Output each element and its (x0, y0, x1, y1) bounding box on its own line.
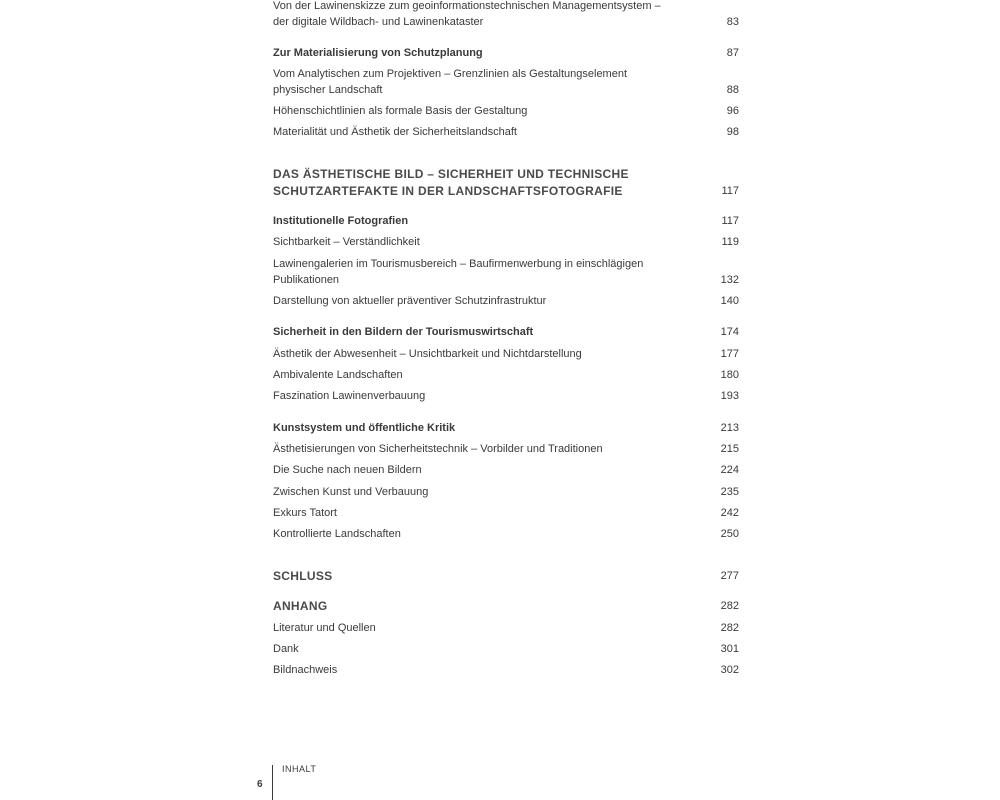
toc-chapter-heading (273, 166, 739, 200)
toc-entry-page: 235 (720, 486, 739, 498)
footer-divider (272, 765, 273, 800)
footer-page-number: 6 (257, 779, 263, 790)
toc-entry-title: Kunstsystem und öffentliche Kritik (273, 422, 456, 434)
toc-entry-page: 140 (720, 295, 739, 307)
footer-section-label: INHALT (282, 764, 317, 774)
toc-entry-title: Literatur und Quellen (273, 622, 376, 634)
toc-entry-title: Materialität und Ästhetik der Sicherheitslandschaft (273, 126, 517, 138)
toc-entry (273, 505, 739, 521)
toc-entry-title: Die Suche nach neuen Bildern (273, 464, 422, 476)
toc-entry-page: 117 (721, 215, 739, 227)
toc-chapter-heading (273, 598, 739, 615)
toc-entry-page: 242 (720, 507, 739, 519)
toc-entry (273, 0, 739, 30)
toc-entry-title: Dank (273, 643, 299, 655)
toc-entry (273, 484, 739, 500)
toc-entry-title: ANHANG (273, 599, 328, 613)
toc-entry-title: Von der Lawinenskizze zum geoinformationstechnischen Managementsystem – der digitale Wildbach- und Lawinenkataster (273, 0, 661, 28)
toc-entry (273, 462, 739, 478)
toc-section-heading (273, 420, 739, 436)
toc-entry (273, 526, 739, 542)
toc-entry-title: Institutionelle Fotografien (273, 215, 409, 227)
toc-entry (273, 234, 739, 250)
toc-entry-page: 250 (720, 528, 739, 540)
toc-entry (273, 293, 739, 309)
toc-entry-title: Lawinengalerien im Tourismusbereich – Baufirmenwerbung in einschlägigen Publikationen (273, 258, 644, 286)
toc-entry (273, 441, 739, 457)
toc-entry-page: 302 (720, 664, 739, 676)
toc-entry-page: 83 (726, 16, 739, 28)
toc-entry-page: 88 (726, 84, 739, 96)
toc-entry-title: Ästhetik der Abwesenheit – Unsichtbarkeit und Nichtdarstellung (273, 348, 582, 360)
toc-entry (273, 66, 739, 98)
toc-entry (273, 124, 739, 140)
toc-entry-title: Ästhetisierungen von Sicherheitstechnik – Vorbilder und Traditionen (273, 443, 603, 455)
toc-entry-page: 87 (726, 47, 739, 59)
toc-entry-title: Ambivalente Landschaften (273, 369, 403, 381)
toc-section-heading (273, 45, 739, 61)
toc-entry (273, 620, 739, 636)
toc-entry (273, 388, 739, 404)
toc-entry-page: 174 (720, 326, 739, 338)
toc-entry-page: 213 (720, 422, 739, 434)
toc-entry-page: 98 (726, 126, 739, 138)
toc-entry (273, 103, 739, 119)
toc-entry-page: 177 (720, 348, 739, 360)
toc-entry-page: 224 (720, 464, 739, 476)
toc-entry-title: Bildnachweis (273, 664, 338, 676)
toc-entry-title: Faszination Lawinenverbauung (273, 390, 426, 402)
toc-entry-page: 215 (720, 443, 739, 455)
toc-entry (273, 662, 739, 678)
toc-entry (273, 641, 739, 657)
toc-entry-title: Kontrollierte Landschaften (273, 528, 401, 540)
toc-entry-title: DAS ÄSTHETISCHE BILD – SICHERHEIT UND TECHNISCHE SCHUTZARTEFAKTE IN DER LANDSCHAFTSFOTOGRAFIE (273, 167, 629, 198)
toc-entry-title: Vom Analytischen zum Projektiven – Grenzlinien als Gestaltungselement physischer Landschaft (273, 68, 628, 96)
toc-entry-title: Zwischen Kunst und Verbauung (273, 486, 429, 498)
toc-entry-page: 193 (720, 390, 739, 402)
toc-entry-page: 180 (720, 369, 739, 381)
toc-entry-title: Zur Materialisierung von Schutzplanung (273, 47, 483, 59)
toc-entry-page: 132 (720, 274, 739, 286)
toc-section-heading (273, 324, 739, 340)
toc-chapter-heading (273, 568, 739, 585)
toc-entry-page: 282 (720, 622, 739, 634)
toc-entry-page: 119 (721, 236, 739, 248)
toc-entry-page: 277 (720, 570, 739, 582)
toc-section-heading (273, 213, 739, 229)
toc-entry (273, 346, 739, 362)
toc-entry-title: Sicherheit in den Bildern der Tourismuswirtschaft (273, 326, 534, 338)
toc-entry-title: SCHLUSS (273, 569, 333, 583)
toc-entry (273, 256, 739, 288)
toc-entry-page: 282 (720, 600, 739, 612)
toc-entry (273, 367, 739, 383)
toc-entry-page: 117 (721, 185, 739, 197)
toc-entry-title: Exkurs Tatort (273, 507, 337, 519)
toc-entry-page: 96 (726, 105, 739, 117)
toc-entry-title: Höhenschichtlinien als formale Basis der Gestaltung (273, 105, 528, 117)
toc-entry-title: Sichtbarkeit – Verständlichkeit (273, 236, 420, 248)
toc-entry-page: 301 (720, 643, 739, 655)
toc-entry-title: Darstellung von aktueller präventiver Schutzinfrastruktur (273, 295, 547, 307)
